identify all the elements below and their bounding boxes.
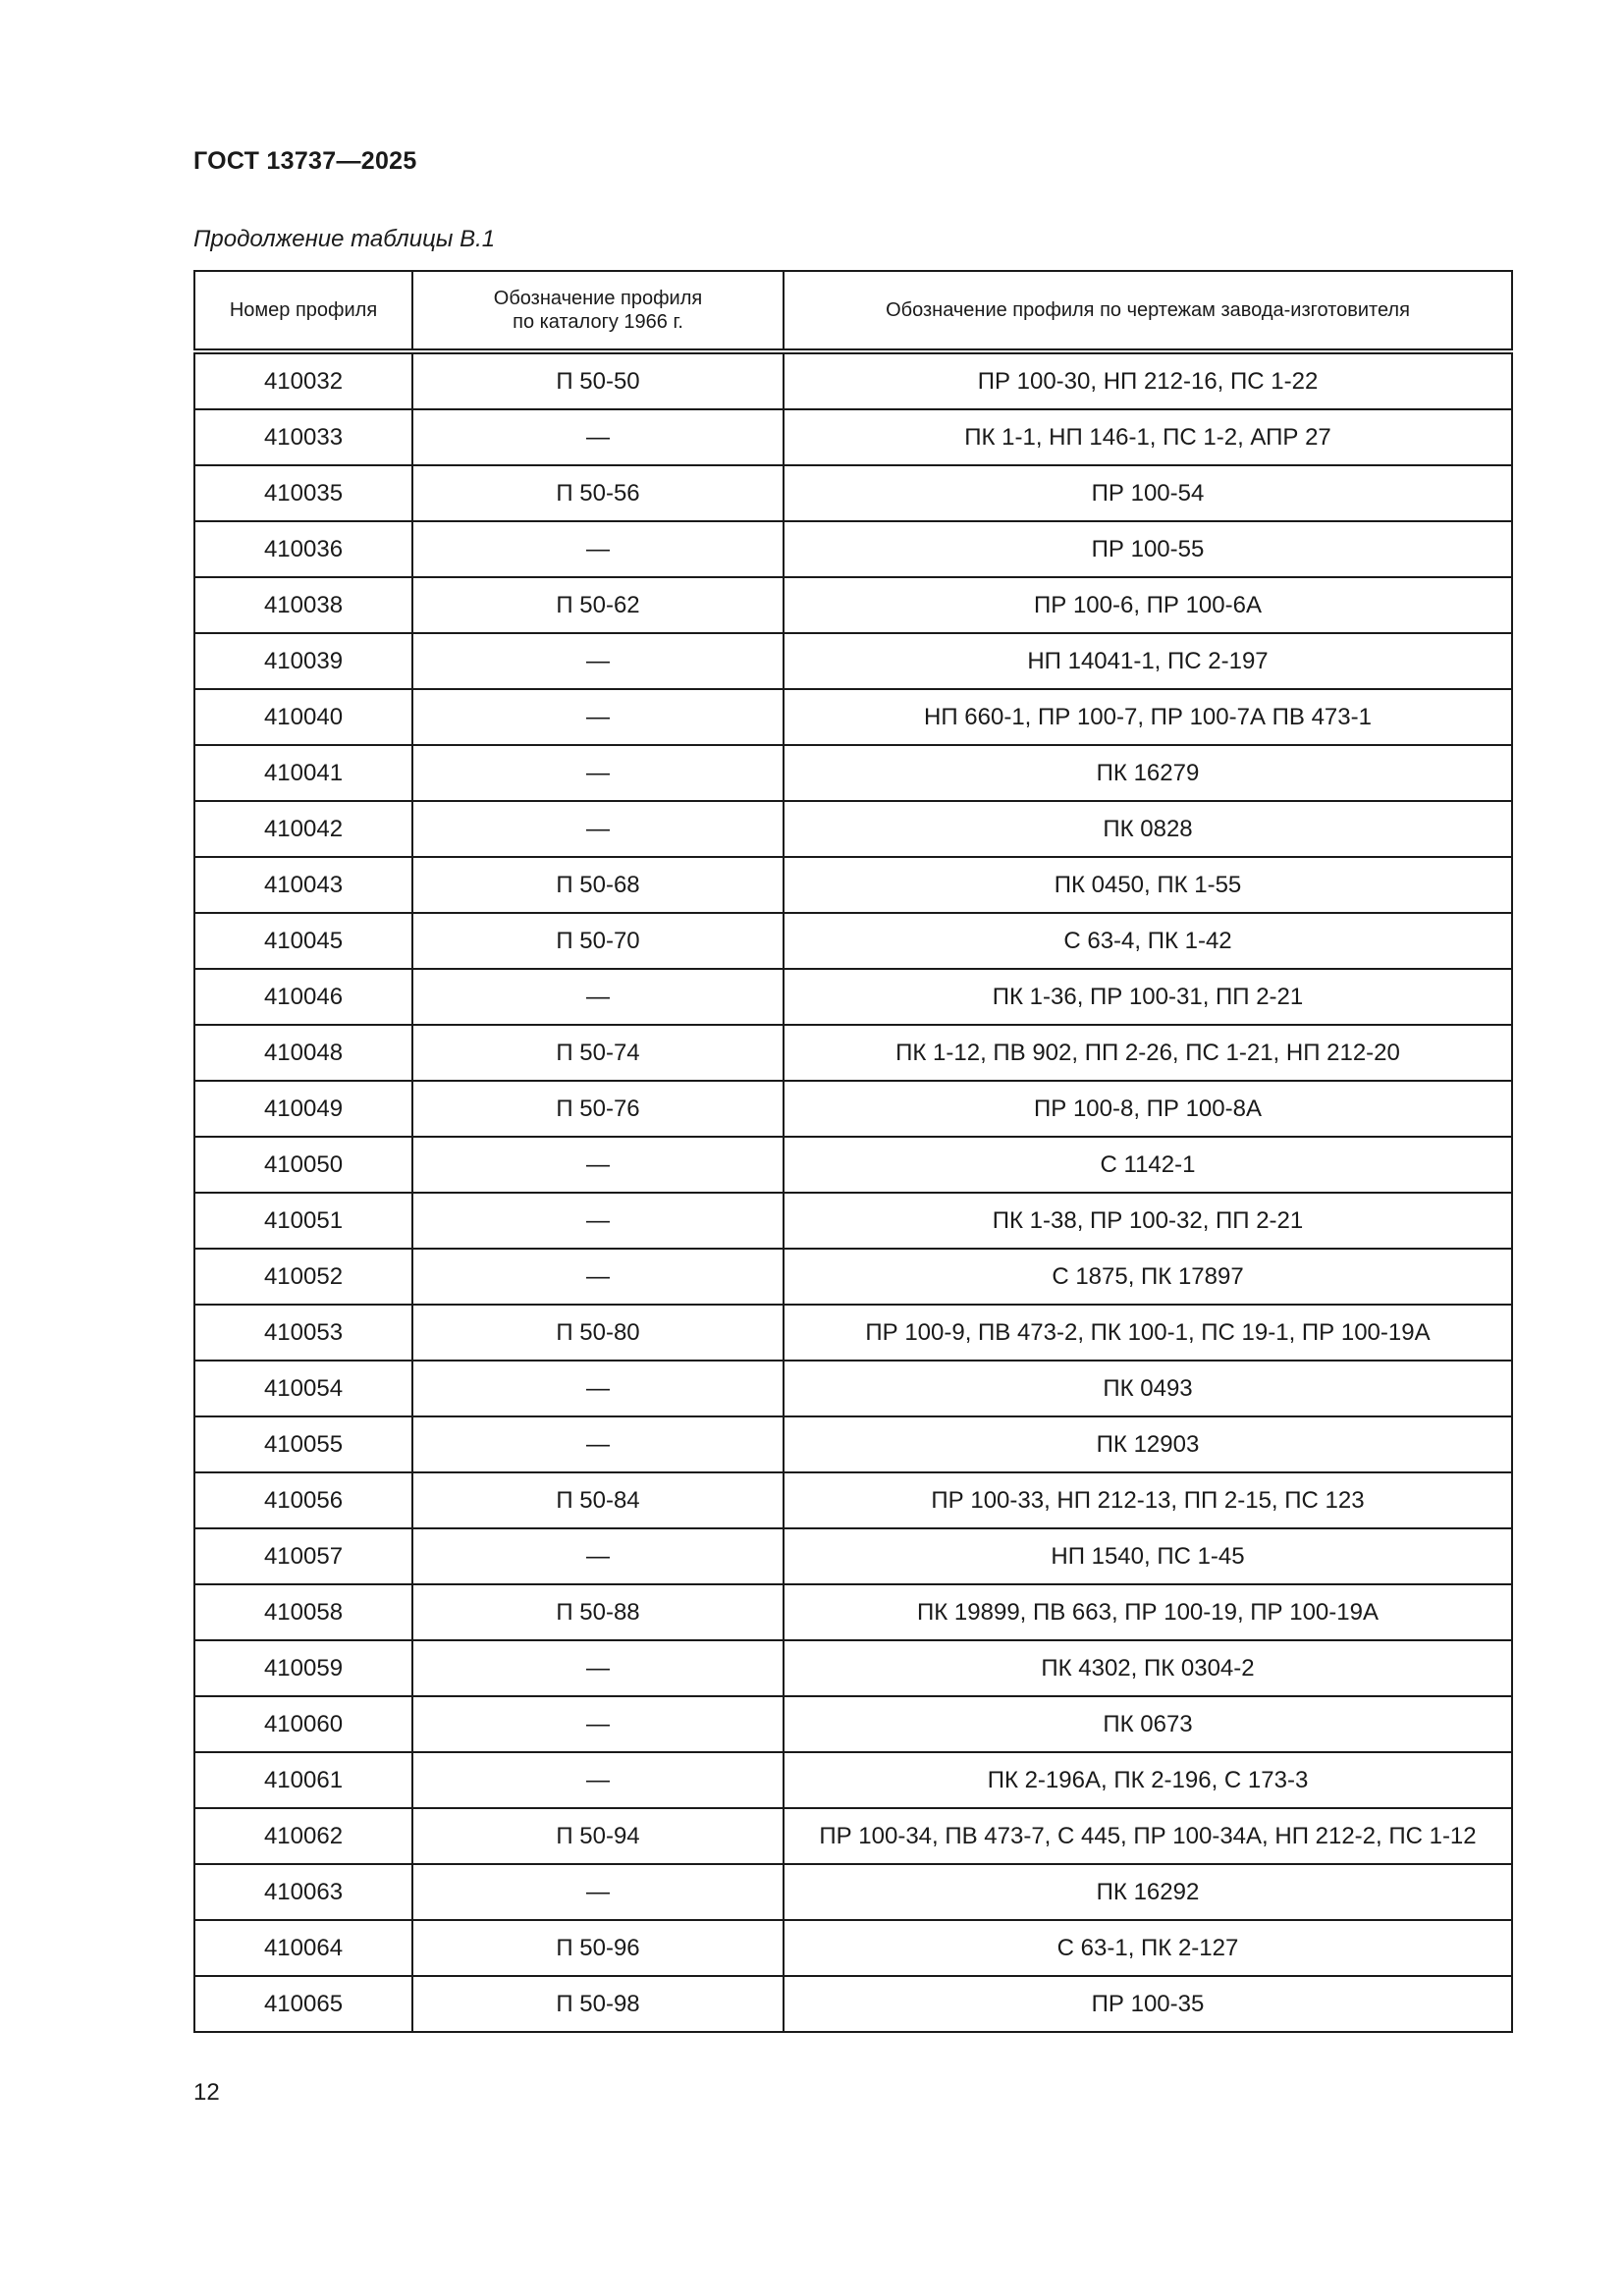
table-row xyxy=(194,1137,1512,1193)
cell-catalog-designation: — xyxy=(412,1193,784,1249)
table-row xyxy=(194,577,1512,633)
header-catalog-designation xyxy=(412,271,784,351)
cell-catalog-designation: П 50-94 xyxy=(412,1808,784,1864)
table-body xyxy=(194,351,1512,2032)
cell-drawing-designation: ПР 100-30, НП 212-16, ПС 1-22 xyxy=(784,351,1512,409)
cell-drawing-designation: ПК 16279 xyxy=(784,745,1512,801)
cell-catalog-designation: — xyxy=(412,969,784,1025)
cell-catalog-designation: — xyxy=(412,1361,784,1416)
cell-catalog-designation: — xyxy=(412,1416,784,1472)
cell-profile-number: 410057 xyxy=(194,1528,412,1584)
table-row xyxy=(194,689,1512,745)
profile-table xyxy=(193,270,1513,2033)
cell-drawing-designation: ПК 1-1, НП 146-1, ПС 1-2, АПР 27 xyxy=(784,409,1512,465)
table-row xyxy=(194,633,1512,689)
cell-drawing-designation: С 63-1, ПК 2-127 xyxy=(784,1920,1512,1976)
cell-drawing-designation: ПР 100-34, ПВ 473-7, С 445, ПР 100-34А, НП 212-2, ПС 1-12 xyxy=(784,1808,1512,1864)
table-row xyxy=(194,1808,1512,1864)
table-row xyxy=(194,1025,1512,1081)
table-row xyxy=(194,1976,1512,2032)
cell-profile-number: 410035 xyxy=(194,465,412,521)
cell-drawing-designation: С 63-4, ПК 1-42 xyxy=(784,913,1512,969)
table-row xyxy=(194,1696,1512,1752)
table-row xyxy=(194,1472,1512,1528)
cell-drawing-designation: ПК 0450, ПК 1-55 xyxy=(784,857,1512,913)
cell-drawing-designation: ПК 0673 xyxy=(784,1696,1512,1752)
table-row xyxy=(194,1361,1512,1416)
cell-drawing-designation: ПК 0828 xyxy=(784,801,1512,857)
table-row xyxy=(194,465,1512,521)
cell-catalog-designation: П 50-70 xyxy=(412,913,784,969)
cell-profile-number: 410041 xyxy=(194,745,412,801)
cell-profile-number: 410038 xyxy=(194,577,412,633)
cell-catalog-designation: П 50-80 xyxy=(412,1305,784,1361)
header-profile-number: Номер профиля xyxy=(194,271,412,351)
cell-catalog-designation: П 50-98 xyxy=(412,1976,784,2032)
cell-profile-number: 410059 xyxy=(194,1640,412,1696)
cell-profile-number: 410039 xyxy=(194,633,412,689)
cell-drawing-designation: ПК 2-196А, ПК 2-196, С 173-3 xyxy=(784,1752,1512,1808)
cell-drawing-designation: С 1142-1 xyxy=(784,1137,1512,1193)
table-row xyxy=(194,1249,1512,1305)
cell-profile-number: 410045 xyxy=(194,913,412,969)
cell-catalog-designation: — xyxy=(412,801,784,857)
cell-catalog-designation: — xyxy=(412,1752,784,1808)
table-row xyxy=(194,745,1512,801)
table-row xyxy=(194,1416,1512,1472)
table-row xyxy=(194,1584,1512,1640)
cell-profile-number: 410065 xyxy=(194,1976,412,2032)
cell-drawing-designation: ПК 1-36, ПР 100-31, ПП 2-21 xyxy=(784,969,1512,1025)
cell-drawing-designation: ПК 19899, ПВ 663, ПР 100-19, ПР 100-19А xyxy=(784,1584,1512,1640)
cell-catalog-designation: — xyxy=(412,1696,784,1752)
cell-profile-number: 410046 xyxy=(194,969,412,1025)
table-row xyxy=(194,969,1512,1025)
cell-profile-number: 410052 xyxy=(194,1249,412,1305)
cell-catalog-designation: — xyxy=(412,745,784,801)
cell-profile-number: 410051 xyxy=(194,1193,412,1249)
table-row xyxy=(194,1640,1512,1696)
cell-catalog-designation: — xyxy=(412,633,784,689)
cell-drawing-designation: ПК 4302, ПК 0304-2 xyxy=(784,1640,1512,1696)
table-row xyxy=(194,1528,1512,1584)
cell-drawing-designation: ПК 0493 xyxy=(784,1361,1512,1416)
cell-profile-number: 410061 xyxy=(194,1752,412,1808)
cell-catalog-designation: — xyxy=(412,1528,784,1584)
header-drawing-designation: Обозначение профиля по чертежам завода-изготовителя xyxy=(784,271,1512,351)
cell-catalog-designation: — xyxy=(412,1864,784,1920)
table-row xyxy=(194,1081,1512,1137)
cell-catalog-designation: — xyxy=(412,521,784,577)
table-row xyxy=(194,521,1512,577)
cell-catalog-designation: — xyxy=(412,1249,784,1305)
cell-catalog-designation: П 50-84 xyxy=(412,1472,784,1528)
cell-drawing-designation: ПК 1-38, ПР 100-32, ПП 2-21 xyxy=(784,1193,1512,1249)
cell-catalog-designation: П 50-88 xyxy=(412,1584,784,1640)
cell-profile-number: 410033 xyxy=(194,409,412,465)
cell-profile-number: 410050 xyxy=(194,1137,412,1193)
cell-profile-number: 410048 xyxy=(194,1025,412,1081)
table-row xyxy=(194,801,1512,857)
cell-catalog-designation: П 50-50 xyxy=(412,351,784,409)
table-caption: Продолжение таблицы В.1 xyxy=(193,226,496,252)
header-catalog-line2: по каталогу 1966 г. xyxy=(513,311,683,333)
cell-profile-number: 410040 xyxy=(194,689,412,745)
cell-profile-number: 410053 xyxy=(194,1305,412,1361)
cell-profile-number: 410043 xyxy=(194,857,412,913)
cell-catalog-designation: П 50-74 xyxy=(412,1025,784,1081)
cell-drawing-designation: ПР 100-8, ПР 100-8А xyxy=(784,1081,1512,1137)
cell-drawing-designation: НП 660-1, ПР 100-7, ПР 100-7А ПВ 473-1 xyxy=(784,689,1512,745)
table-row xyxy=(194,857,1512,913)
cell-profile-number: 410032 xyxy=(194,351,412,409)
cell-profile-number: 410063 xyxy=(194,1864,412,1920)
table-row xyxy=(194,1752,1512,1808)
cell-profile-number: 410054 xyxy=(194,1361,412,1416)
cell-catalog-designation: П 50-96 xyxy=(412,1920,784,1976)
cell-catalog-designation: П 50-62 xyxy=(412,577,784,633)
page-number: 12 xyxy=(193,2079,220,2106)
table-row xyxy=(194,351,1512,409)
header-catalog-line1: Обозначение профиля xyxy=(493,288,703,309)
cell-profile-number: 410060 xyxy=(194,1696,412,1752)
cell-drawing-designation: ПР 100-6, ПР 100-6А xyxy=(784,577,1512,633)
table-row xyxy=(194,913,1512,969)
cell-drawing-designation: ПР 100-54 xyxy=(784,465,1512,521)
cell-drawing-designation: ПР 100-55 xyxy=(784,521,1512,577)
cell-drawing-designation: ПР 100-9, ПВ 473-2, ПК 100-1, ПС 19-1, ПР 100-19А xyxy=(784,1305,1512,1361)
cell-drawing-designation: ПК 16292 xyxy=(784,1864,1512,1920)
cell-profile-number: 410049 xyxy=(194,1081,412,1137)
cell-profile-number: 410056 xyxy=(194,1472,412,1528)
cell-catalog-designation: — xyxy=(412,1640,784,1696)
table-row xyxy=(194,1305,1512,1361)
table-row xyxy=(194,1864,1512,1920)
cell-profile-number: 410058 xyxy=(194,1584,412,1640)
cell-catalog-designation: — xyxy=(412,409,784,465)
table-header-row xyxy=(194,271,1512,351)
cell-profile-number: 410055 xyxy=(194,1416,412,1472)
cell-drawing-designation: ПР 100-35 xyxy=(784,1976,1512,2032)
cell-drawing-designation: ПК 1-12, ПВ 902, ПП 2-26, ПС 1-21, НП 212-20 xyxy=(784,1025,1512,1081)
cell-catalog-designation: — xyxy=(412,1137,784,1193)
document-standard-title: ГОСТ 13737—2025 xyxy=(193,147,417,175)
cell-profile-number: 410042 xyxy=(194,801,412,857)
table-row xyxy=(194,1920,1512,1976)
cell-catalog-designation: — xyxy=(412,689,784,745)
cell-drawing-designation: НП 1540, ПС 1-45 xyxy=(784,1528,1512,1584)
cell-catalog-designation: П 50-56 xyxy=(412,465,784,521)
cell-profile-number: 410036 xyxy=(194,521,412,577)
table-row xyxy=(194,1193,1512,1249)
cell-profile-number: 410064 xyxy=(194,1920,412,1976)
cell-drawing-designation: ПР 100-33, НП 212-13, ПП 2-15, ПС 123 xyxy=(784,1472,1512,1528)
cell-drawing-designation: С 1875, ПК 17897 xyxy=(784,1249,1512,1305)
cell-drawing-designation: НП 14041-1, ПС 2-197 xyxy=(784,633,1512,689)
cell-catalog-designation: П 50-68 xyxy=(412,857,784,913)
cell-drawing-designation: ПК 12903 xyxy=(784,1416,1512,1472)
table-row xyxy=(194,409,1512,465)
cell-catalog-designation: П 50-76 xyxy=(412,1081,784,1137)
cell-profile-number: 410062 xyxy=(194,1808,412,1864)
